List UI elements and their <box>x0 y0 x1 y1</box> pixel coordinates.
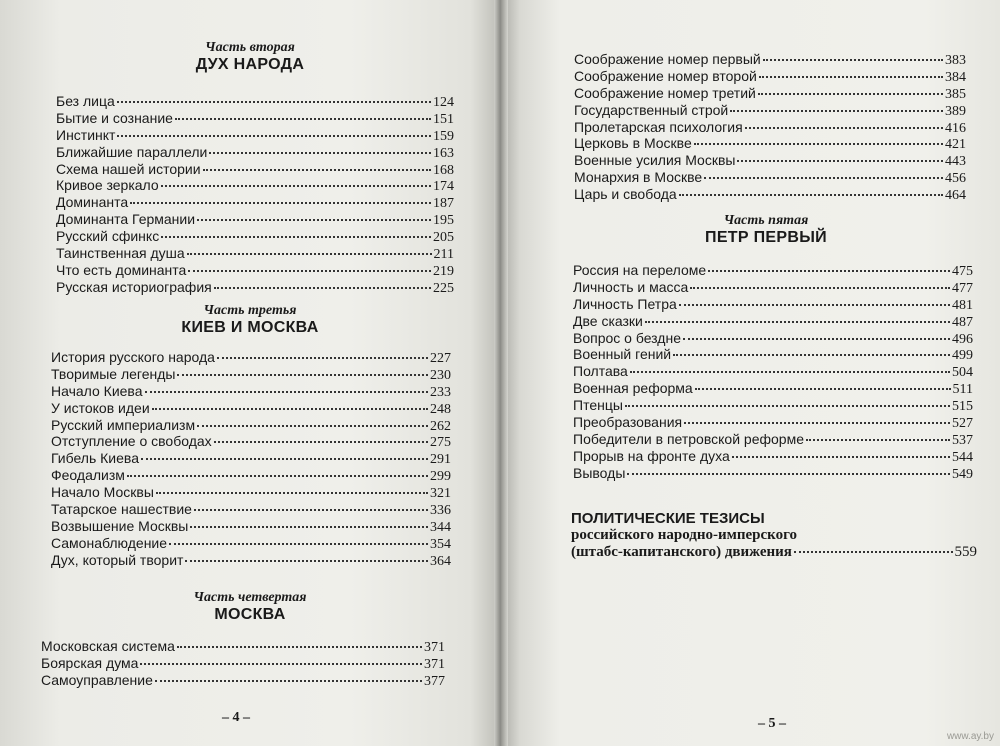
page-number-right: – 5 – <box>758 716 786 731</box>
leader-dots <box>140 663 422 665</box>
leader-dots <box>194 509 428 511</box>
leader-dots <box>737 160 943 162</box>
toc-entry-page: 205 <box>433 230 454 246</box>
toc-entry-title: Соображение номер третий <box>574 84 756 101</box>
toc-entry-title: У истоков идеи <box>51 399 150 416</box>
toc-entry-page: 383 <box>945 53 966 68</box>
part2-heading <box>0 40 500 74</box>
toc-entry-title: Дух, который творит <box>51 551 184 568</box>
toc-entry-title: Схема нашей истории <box>56 160 201 177</box>
toc-entry <box>574 68 966 85</box>
toc-entry <box>56 93 454 110</box>
toc-entry <box>51 501 451 518</box>
leader-dots <box>630 371 950 373</box>
toc-entry-page: 299 <box>430 469 451 485</box>
part3-title: КИЕВ И МОСКВА <box>181 319 319 336</box>
toc-entry-page: 549 <box>952 466 973 482</box>
toc-entry <box>41 638 445 655</box>
toc-entry-page: 504 <box>952 365 973 381</box>
theses-title <box>571 510 977 561</box>
toc-entry <box>574 51 966 68</box>
toc-entry-page: 168 <box>433 162 454 178</box>
toc-entry-title: Соображение номер первый <box>574 51 761 67</box>
toc-entry-title: Полтава <box>573 363 628 380</box>
leader-dots <box>161 236 431 238</box>
toc-entry-title: Монархия в Москве <box>574 169 703 186</box>
toc-entry <box>56 127 454 144</box>
toc-entry-page: 481 <box>952 297 973 313</box>
toc-entry-page: 389 <box>945 103 966 119</box>
toc-entry-page: 515 <box>952 399 973 415</box>
toc-entry-page: 487 <box>952 314 973 330</box>
leader-dots <box>758 93 943 95</box>
leader-dots <box>188 270 431 272</box>
leader-dots <box>759 76 943 78</box>
toc-entry-page: 499 <box>952 348 973 364</box>
toc-entry-title: Прорыв на фронте духа <box>573 447 730 464</box>
part4-continued-toc <box>574 51 966 203</box>
toc-entry-page: 475 <box>952 264 973 279</box>
toc-entry-page: 225 <box>433 280 454 296</box>
leader-dots <box>155 680 422 682</box>
leader-dots <box>732 456 950 458</box>
toc-entry-title: Московская система <box>41 638 175 654</box>
toc-entry <box>573 313 973 330</box>
part3-label: Часть третья <box>203 303 297 318</box>
part4-title: МОСКВА <box>214 606 286 623</box>
toc-entry-page: 537 <box>952 432 973 448</box>
toc-entry <box>51 400 451 417</box>
toc-entry-title: Кривое зеркало <box>56 177 159 194</box>
toc-entry-title: Боярская дума <box>41 654 139 671</box>
toc-entry-page: 227 <box>430 351 451 366</box>
toc-entry-page: 211 <box>433 247 454 263</box>
toc-entry-page: 354 <box>430 536 451 552</box>
leader-dots <box>156 492 428 494</box>
toc-entry-title: Что есть доминанта <box>56 261 187 278</box>
toc-entry <box>573 279 973 296</box>
right-page <box>500 0 1000 746</box>
theses-line3: (штабс-капитанского) движения <box>571 544 792 560</box>
toc-entry-page: 219 <box>433 263 454 279</box>
toc-entry-title: Военные усилия Москвы <box>574 152 736 169</box>
toc-entry-title: Доминанта <box>56 194 129 211</box>
toc-entry-page: 124 <box>433 95 454 110</box>
toc-entry-page: 233 <box>430 384 451 400</box>
toc-entry <box>51 518 451 535</box>
toc-entry <box>573 296 973 313</box>
toc-entry-title: Русская историография <box>56 278 212 295</box>
leader-dots <box>217 357 428 359</box>
leader-dots <box>152 408 428 410</box>
toc-entry-page: 321 <box>430 486 451 502</box>
toc-entry <box>574 102 966 119</box>
leader-dots <box>690 287 950 289</box>
leader-dots <box>214 441 428 443</box>
toc-entry-page: 477 <box>952 280 973 296</box>
theses-dots <box>794 551 953 553</box>
toc-entry-page: 443 <box>945 154 966 170</box>
toc-entry-title: Церковь в Москве <box>574 135 692 152</box>
theses-page: 559 <box>954 544 977 560</box>
toc-entry-page: 163 <box>433 145 454 161</box>
leader-dots <box>627 473 950 475</box>
toc-entry <box>56 161 454 178</box>
part4-heading <box>0 590 500 624</box>
theses-line2: российского народно-имперского <box>571 527 798 543</box>
leader-dots <box>169 543 428 545</box>
toc-entry-title: Вопрос о бездне <box>573 329 681 346</box>
toc-entry <box>51 535 451 552</box>
leader-dots <box>673 354 950 356</box>
toc-entry-page: 159 <box>433 128 454 144</box>
toc-entry <box>56 144 454 161</box>
toc-entry-title: Возвышение Москвы <box>51 517 189 534</box>
part3-heading <box>0 303 500 337</box>
toc-entry <box>56 262 454 279</box>
toc-entry-title: Личность Петра <box>573 295 677 312</box>
leader-dots <box>127 475 428 477</box>
toc-entry-title: Военный гений <box>573 346 672 363</box>
leader-dots <box>141 458 428 460</box>
toc-entry-page: 187 <box>433 196 454 212</box>
toc-entry <box>574 135 966 152</box>
toc-entry-page: 511 <box>952 382 973 398</box>
leader-dots <box>177 646 422 648</box>
toc-entry-page: 421 <box>945 137 966 153</box>
toc-entry-page: 377 <box>424 673 445 689</box>
toc-entry-page: 336 <box>430 503 451 519</box>
toc-entry <box>574 119 966 136</box>
theses-line1: ПОЛИТИЧЕСКИЕ ТЕЗИСЫ <box>571 510 765 527</box>
leader-dots <box>645 321 950 323</box>
leader-dots <box>730 110 943 112</box>
toc-entry-title: Пролетарская психология <box>574 118 743 135</box>
part3-toc <box>51 349 451 569</box>
leader-dots <box>625 405 950 407</box>
leader-dots <box>161 185 431 187</box>
leader-dots <box>187 253 432 255</box>
toc-entry <box>51 450 451 467</box>
toc-entry-page: 544 <box>952 449 973 465</box>
toc-entry <box>51 366 451 383</box>
leader-dots <box>745 127 943 129</box>
toc-entry-title: Преобразования <box>573 414 683 431</box>
leader-dots <box>145 391 429 393</box>
leader-dots <box>679 304 950 306</box>
leader-dots <box>806 439 950 441</box>
leader-dots <box>684 422 950 424</box>
page-number-left: – 4 – <box>222 710 250 725</box>
toc-entry-page: 456 <box>945 171 966 187</box>
toc-entry-page: 262 <box>430 418 451 434</box>
leader-dots <box>117 135 431 137</box>
toc-entry-title: Бытие и сознание <box>56 109 173 126</box>
toc-entry-page: 527 <box>952 416 973 432</box>
toc-entry <box>51 484 451 501</box>
leader-dots <box>694 143 943 145</box>
toc-entry-title: Победители в петровской реформе <box>573 430 804 447</box>
leader-dots <box>209 152 431 154</box>
toc-entry <box>573 414 973 431</box>
toc-entry-title: Татарское нашествие <box>51 501 192 518</box>
toc-entry <box>41 672 445 689</box>
toc-entry <box>573 363 973 380</box>
leader-dots <box>763 59 943 61</box>
leader-dots <box>695 388 951 390</box>
toc-entry-page: 275 <box>430 435 451 451</box>
toc-entry-title: Доминанта Германии <box>56 211 196 228</box>
toc-entry-page: 384 <box>945 69 966 85</box>
toc-entry-title: Ближайшие параллели <box>56 143 208 160</box>
leader-dots <box>197 219 431 221</box>
toc-entry-page: 291 <box>430 452 451 468</box>
leader-dots <box>177 374 428 376</box>
toc-entry-title: Россия на переломе <box>573 262 707 278</box>
toc-entry-page: 416 <box>945 120 966 136</box>
toc-entry <box>573 380 973 397</box>
toc-entry <box>573 346 973 363</box>
toc-entry-page: 174 <box>433 179 454 195</box>
toc-entry-title: Начало Киева <box>51 382 143 399</box>
toc-entry-title: Самоуправление <box>41 671 153 688</box>
toc-entry <box>41 655 445 672</box>
toc-entry-page: 248 <box>430 401 451 417</box>
toc-entry-title: Птенцы <box>573 397 623 414</box>
toc-entry-page: 151 <box>433 111 454 127</box>
leader-dots <box>175 118 431 120</box>
toc-entry <box>573 431 973 448</box>
toc-entry-title: Царь и свобода <box>574 186 677 203</box>
leader-dots <box>708 270 950 272</box>
toc-entry <box>574 152 966 169</box>
toc-entry-title: Творимые легенды <box>51 365 176 382</box>
toc-entry-title: Начало Москвы <box>51 484 154 501</box>
book-gutter <box>494 0 508 746</box>
leader-dots <box>117 101 431 103</box>
toc-entry-page: 371 <box>424 656 445 672</box>
watermark: www.ay.by <box>946 731 994 742</box>
toc-entry <box>51 433 451 450</box>
toc-entry-page: 385 <box>945 86 966 102</box>
toc-entry-page: 230 <box>430 367 451 383</box>
toc-entry-title: Государственный строй <box>574 101 729 118</box>
toc-entry-title: Без лица <box>56 93 115 109</box>
toc-entry-title: Инстинкт <box>56 126 116 143</box>
toc-entry-title: Военная реформа <box>573 380 693 397</box>
toc-entry-title: Соображение номер второй <box>574 67 757 84</box>
part4-toc <box>41 638 445 689</box>
toc-entry-title: Русский сфинкс <box>56 228 160 245</box>
toc-entry <box>573 397 973 414</box>
toc-entry-title: Две сказки <box>573 312 643 329</box>
leader-dots <box>197 425 428 427</box>
leader-dots <box>190 526 428 528</box>
toc-entry <box>56 194 454 211</box>
leader-dots <box>214 287 431 289</box>
toc-entry <box>51 349 451 366</box>
part2-label: Часть вторая <box>205 40 295 55</box>
toc-entry <box>51 383 451 400</box>
toc-entry <box>573 465 973 482</box>
part5-title: ПЕТР ПЕРВЫЙ <box>705 229 827 246</box>
toc-entry-title: Таинственная душа <box>56 245 185 262</box>
toc-entry-page: 364 <box>430 553 451 569</box>
toc-entry-page: 464 <box>945 188 966 204</box>
toc-entry <box>56 211 454 228</box>
toc-entry-page: 195 <box>433 213 454 229</box>
leader-dots <box>185 560 428 562</box>
toc-entry <box>51 467 451 484</box>
toc-entry-title: Отступление о свободах <box>51 433 212 450</box>
part5-toc <box>573 262 973 482</box>
toc-entry <box>51 417 451 434</box>
toc-entry-title: Личность и масса <box>573 278 689 295</box>
toc-entry <box>51 552 451 569</box>
toc-entry <box>573 330 973 347</box>
toc-entry <box>56 110 454 127</box>
toc-entry-title: Самонаблюдение <box>51 534 168 551</box>
leader-dots <box>704 177 943 179</box>
leader-dots <box>683 338 950 340</box>
toc-entry-title: Выводы <box>573 464 626 481</box>
part5-heading <box>573 213 959 247</box>
toc-entry-page: 371 <box>424 640 445 655</box>
toc-entry-title: Феодализм <box>51 467 125 484</box>
toc-entry <box>573 448 973 465</box>
part2-toc <box>56 93 454 296</box>
toc-entry <box>574 186 966 203</box>
toc-entry <box>573 262 973 279</box>
toc-entry <box>56 228 454 245</box>
toc-entry-page: 344 <box>430 519 451 535</box>
toc-entry <box>56 245 454 262</box>
toc-entry <box>56 177 454 194</box>
toc-entry-page: 496 <box>952 331 973 347</box>
leader-dots <box>130 202 431 204</box>
toc-entry-title: История русского народа <box>51 349 215 365</box>
toc-entry-title: Гибель Киева <box>51 450 139 467</box>
toc-entry-title: Русский империализм <box>51 416 196 433</box>
leader-dots <box>203 169 431 171</box>
toc-entry <box>574 85 966 102</box>
part4-label: Часть четвертая <box>193 590 307 605</box>
theses-line3-row <box>571 544 977 561</box>
toc-entry <box>574 169 966 186</box>
part2-title: ДУХ НАРОДА <box>195 56 305 73</box>
toc-entry <box>56 279 454 296</box>
leader-dots <box>679 194 943 196</box>
part5-label: Часть пятая <box>723 213 809 228</box>
